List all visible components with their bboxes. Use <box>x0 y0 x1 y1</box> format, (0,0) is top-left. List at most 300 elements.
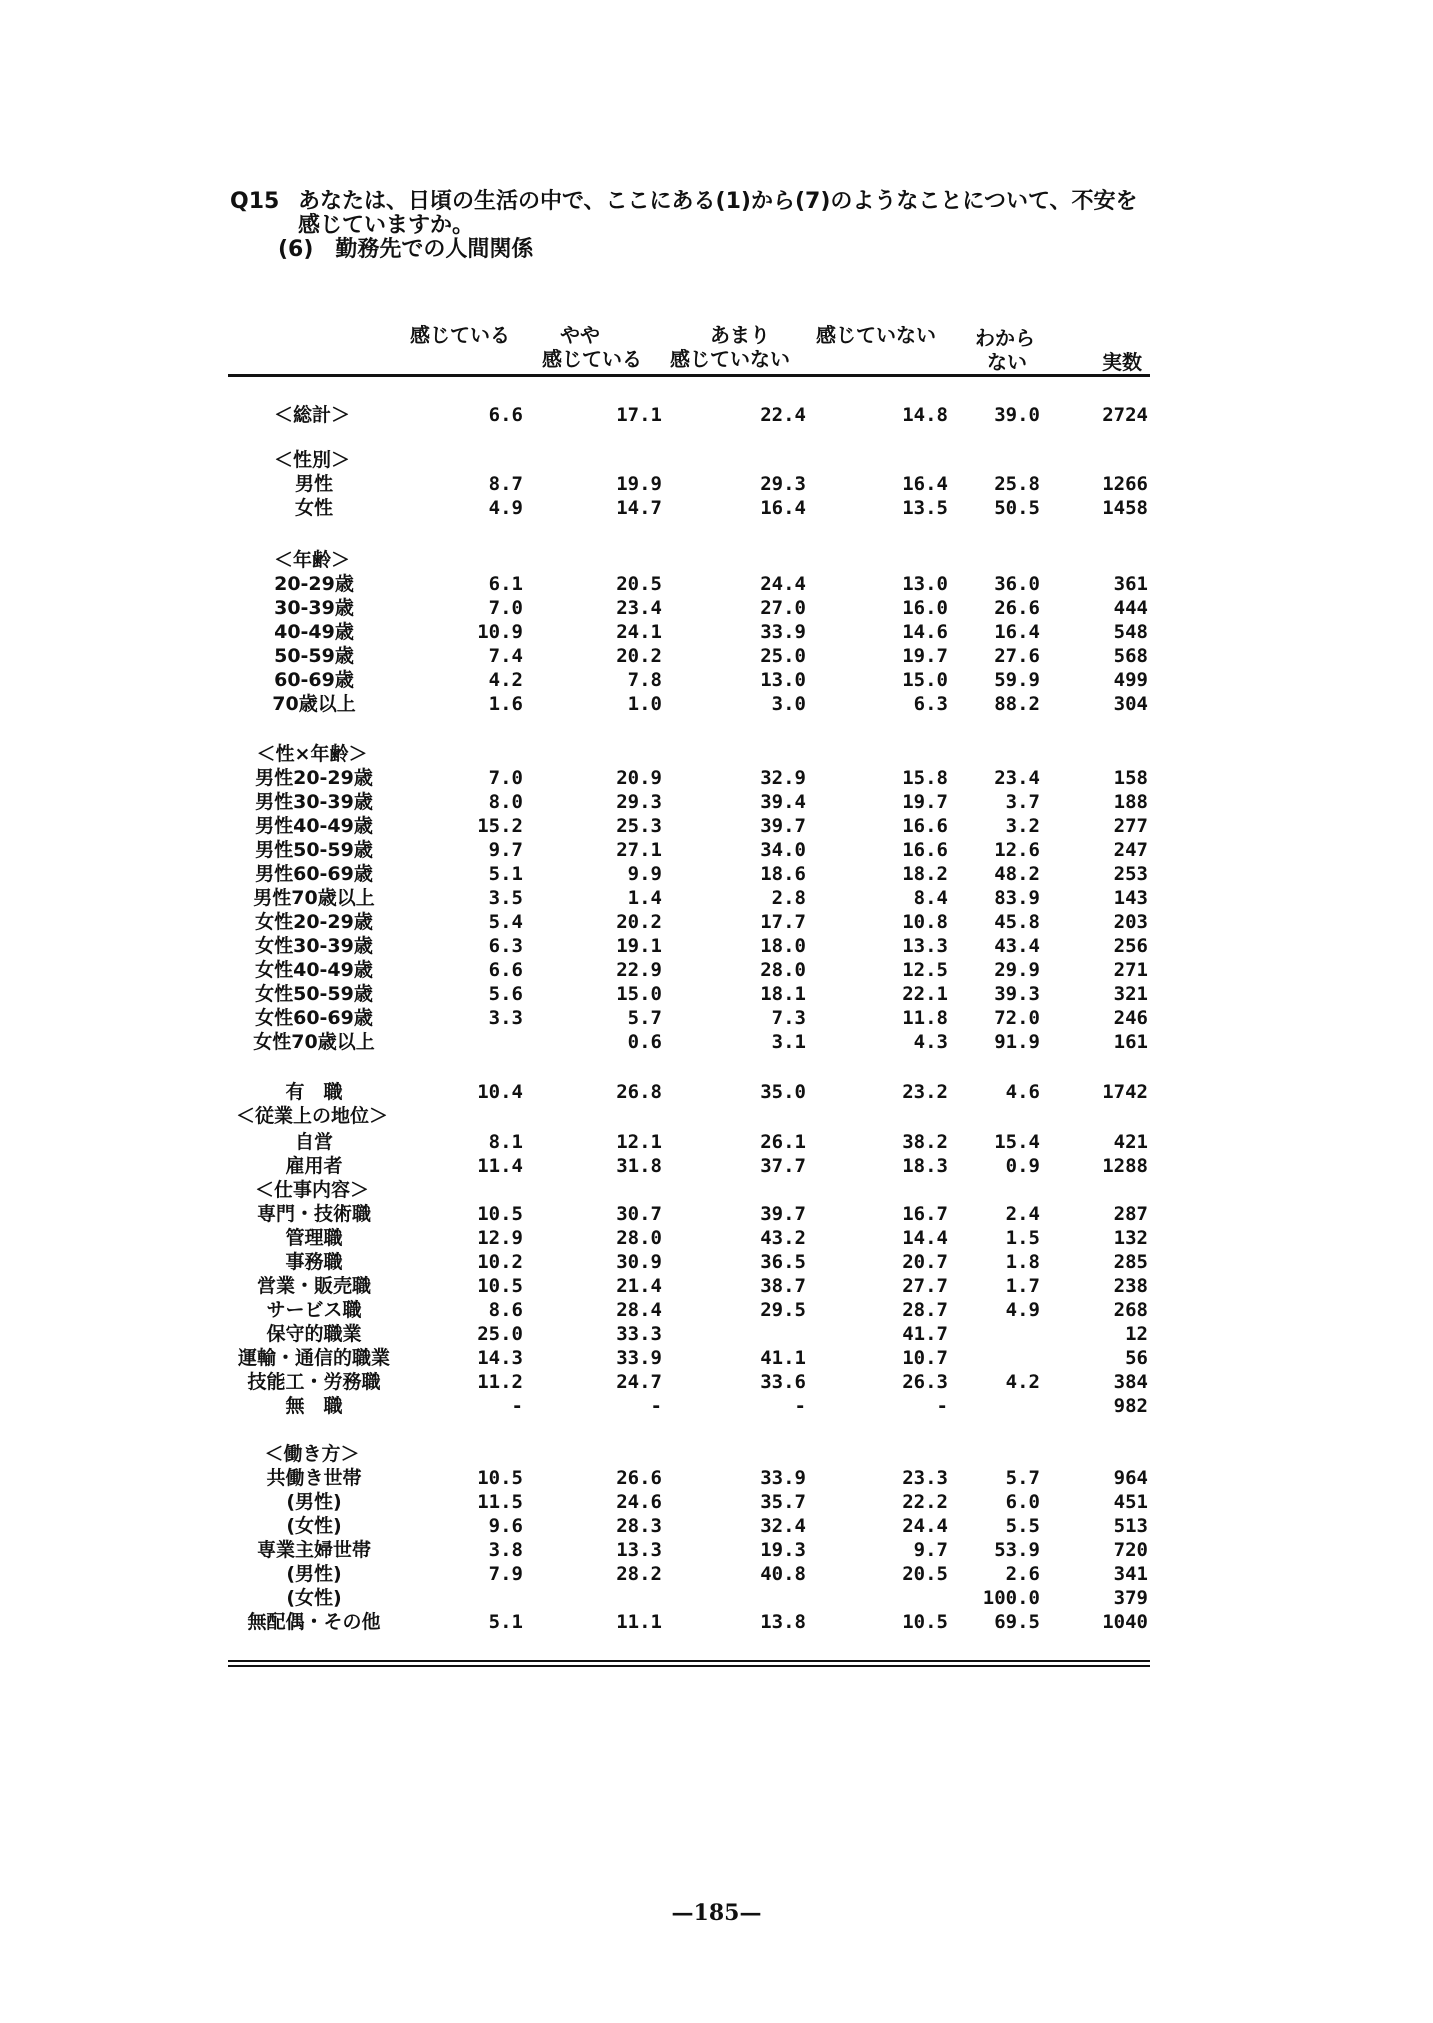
row-label: ＜性×年齢＞ <box>256 743 368 765</box>
row-value-col1: - <box>511 1395 523 1417</box>
row-value-col2: 9.9 <box>627 863 662 885</box>
row-value-col1: 25.0 <box>477 1323 523 1345</box>
row-value-col2: 0.6 <box>627 1031 662 1053</box>
row-value-col4: 18.2 <box>902 863 948 885</box>
row-value-col4: 27.7 <box>902 1275 948 1297</box>
row-label: 技能工・労務職 <box>247 1371 381 1393</box>
row-value-col1: 9.7 <box>488 839 523 861</box>
row-value-col4: 16.0 <box>902 597 948 619</box>
row-value-col4: 26.3 <box>902 1371 948 1393</box>
table-row <box>0 496 1433 520</box>
row-value-col3: 35.0 <box>760 1081 806 1103</box>
table-row <box>0 472 1433 496</box>
row-value-col4: 16.7 <box>902 1203 948 1225</box>
row-label: 共働き世帯 <box>266 1467 362 1489</box>
table-row <box>0 620 1433 644</box>
row-value-col5: 1.5 <box>1005 1227 1040 1249</box>
row-label: 運輸・通信的職業 <box>237 1347 391 1369</box>
row-label: 事務職 <box>285 1251 343 1273</box>
row-value-col1: 8.6 <box>488 1299 523 1321</box>
row-value-col2: 1.0 <box>627 693 662 715</box>
row-value-col3: 35.7 <box>760 1491 806 1513</box>
row-value-col6: 161 <box>1113 1031 1148 1053</box>
table-row <box>0 1538 1433 1562</box>
row-label: 女性60-69歳 <box>255 1007 373 1029</box>
row-value-col3: 39.7 <box>760 1203 806 1225</box>
row-value-col2: 1.4 <box>627 887 662 909</box>
row-value-col3: 29.3 <box>760 473 806 495</box>
table-row <box>0 1562 1433 1586</box>
row-value-col6: 451 <box>1113 1491 1148 1513</box>
table-row <box>0 1466 1433 1490</box>
row-value-col6: 964 <box>1113 1467 1148 1489</box>
table-row <box>0 1322 1433 1346</box>
row-value-col2: 12.1 <box>616 1131 662 1153</box>
row-value-col4: 15.0 <box>902 669 948 691</box>
row-value-col6: 256 <box>1113 935 1148 957</box>
row-value-col6: 285 <box>1113 1251 1148 1273</box>
row-value-col6: 268 <box>1113 1299 1148 1321</box>
row-value-col3: 32.9 <box>760 767 806 789</box>
row-value-col2: 24.7 <box>616 1371 662 1393</box>
question-text-line1: あなたは、日頃の生活の中で、ここにある(1)から(7)のようなことについて、不安を <box>298 189 1138 214</box>
row-value-col2: 11.1 <box>616 1611 662 1633</box>
row-value-col3: 24.4 <box>760 573 806 595</box>
row-value-col3: 28.0 <box>760 959 806 981</box>
row-value-col6: 1288 <box>1102 1155 1148 1177</box>
table-row <box>0 548 1433 572</box>
row-value-col6: 247 <box>1113 839 1148 861</box>
row-value-col2: 22.9 <box>616 959 662 981</box>
table-row <box>0 1154 1433 1178</box>
row-value-col4: 14.6 <box>902 621 948 643</box>
table-row <box>0 1006 1433 1030</box>
row-value-col3: 43.2 <box>760 1227 806 1249</box>
table-row <box>0 1394 1433 1418</box>
row-value-col6: 304 <box>1113 693 1148 715</box>
row-value-col2: 14.7 <box>616 497 662 519</box>
row-value-col2: 20.9 <box>616 767 662 789</box>
row-value-col5: 4.2 <box>1005 1371 1040 1393</box>
table-row <box>0 1370 1433 1394</box>
row-value-col1: 7.9 <box>488 1563 523 1585</box>
row-value-col5: 2.6 <box>1005 1563 1040 1585</box>
row-label: 自営 <box>294 1131 334 1153</box>
row-label: 男性70歳以上 <box>253 887 375 909</box>
row-value-col1: 3.8 <box>488 1539 523 1561</box>
row-value-col4: 28.7 <box>902 1299 948 1321</box>
row-value-col6: 720 <box>1113 1539 1148 1561</box>
table-row <box>0 790 1433 814</box>
row-value-col3: 22.4 <box>760 404 806 426</box>
row-label: 60-69歳 <box>274 669 354 691</box>
row-value-col4: - <box>936 1395 948 1417</box>
table-row <box>0 838 1433 862</box>
row-value-col5: 4.6 <box>1005 1081 1040 1103</box>
row-value-col3: 2.8 <box>771 887 806 909</box>
row-value-col4: 13.0 <box>902 573 948 595</box>
row-value-col6: 238 <box>1113 1275 1148 1297</box>
table-row <box>0 572 1433 596</box>
row-value-col2: 17.1 <box>616 404 662 426</box>
row-value-col1: 10.4 <box>477 1081 523 1103</box>
row-value-col5: 15.4 <box>994 1131 1040 1153</box>
row-value-col5: 59.9 <box>994 669 1040 691</box>
row-value-col6: 158 <box>1113 767 1148 789</box>
row-value-col5: 1.7 <box>1005 1275 1040 1297</box>
row-value-col2: 23.4 <box>616 597 662 619</box>
row-value-col2: 7.8 <box>627 669 662 691</box>
row-value-col5: 0.9 <box>1005 1155 1040 1177</box>
row-label: 男性60-69歳 <box>255 863 373 885</box>
row-value-col5: 43.4 <box>994 935 1040 957</box>
question-number: Q15 <box>230 189 280 214</box>
table-row <box>0 1514 1433 1538</box>
row-value-col4: 20.5 <box>902 1563 948 1585</box>
row-value-col5: 5.5 <box>1005 1515 1040 1537</box>
row-value-col4: 8.4 <box>913 887 948 909</box>
row-label: 70歳以上 <box>272 693 356 715</box>
row-value-col6: 341 <box>1113 1563 1148 1585</box>
header-col2-bottom: 感じている <box>542 347 642 371</box>
row-value-col1: 12.9 <box>477 1227 523 1249</box>
row-value-col3: 13.8 <box>760 1611 806 1633</box>
row-value-col1: 6.6 <box>488 404 523 426</box>
row-value-col6: 982 <box>1113 1395 1148 1417</box>
row-label: ＜従業上の地位＞ <box>235 1105 389 1127</box>
row-value-col4: 10.7 <box>902 1347 948 1369</box>
row-value-col1: 10.9 <box>477 621 523 643</box>
row-value-col1: 4.9 <box>488 497 523 519</box>
row-value-col4: 38.2 <box>902 1131 948 1153</box>
row-value-col6: 361 <box>1113 573 1148 595</box>
row-value-col5: 27.6 <box>994 645 1040 667</box>
row-value-col4: 23.3 <box>902 1467 948 1489</box>
row-label: ＜年齢＞ <box>273 549 351 571</box>
row-value-col2: 29.3 <box>616 791 662 813</box>
row-value-col4: 19.7 <box>902 791 948 813</box>
row-value-col6: 12 <box>1125 1323 1148 1345</box>
row-value-col1: 8.1 <box>488 1131 523 1153</box>
table-row <box>0 766 1433 790</box>
row-value-col6: 379 <box>1113 1587 1148 1609</box>
row-value-col3: 40.8 <box>760 1563 806 1585</box>
row-value-col6: 1266 <box>1102 473 1148 495</box>
row-value-col6: 321 <box>1113 983 1148 1005</box>
row-value-col5: 12.6 <box>994 839 1040 861</box>
row-value-col4: 18.3 <box>902 1155 948 1177</box>
row-value-col5: 23.4 <box>994 767 1040 789</box>
row-value-col4: 41.7 <box>902 1323 948 1345</box>
row-value-col6: 444 <box>1113 597 1148 619</box>
row-value-col6: 287 <box>1113 1203 1148 1225</box>
row-value-col6: 271 <box>1113 959 1148 981</box>
row-value-col6: 1040 <box>1102 1611 1148 1633</box>
row-label: 40-49歳 <box>274 621 354 643</box>
row-value-col2: 24.1 <box>616 621 662 643</box>
row-label: ＜働き方＞ <box>264 1443 360 1465</box>
row-value-col5: 2.4 <box>1005 1203 1040 1225</box>
header-col5-bottom: ない <box>987 350 1027 374</box>
row-value-col6: 499 <box>1113 669 1148 691</box>
row-label: 保守的職業 <box>266 1323 362 1345</box>
row-label: サービス職 <box>266 1299 362 1321</box>
table-row <box>0 934 1433 958</box>
row-value-col4: 22.2 <box>902 1491 948 1513</box>
row-value-col6: 568 <box>1113 645 1148 667</box>
row-value-col1: 3.5 <box>488 887 523 909</box>
row-value-col6: 1458 <box>1102 497 1148 519</box>
row-label: 男性30-39歳 <box>255 791 373 813</box>
row-value-col5: 69.5 <box>994 1611 1040 1633</box>
table-row <box>0 1178 1433 1202</box>
row-value-col4: 11.8 <box>902 1007 948 1029</box>
table-row <box>0 644 1433 668</box>
row-value-col5: 6.0 <box>1005 1491 1040 1513</box>
row-value-col1: 10.2 <box>477 1251 523 1273</box>
table-row <box>0 692 1433 716</box>
row-label: 専門・技術職 <box>256 1203 372 1225</box>
row-value-col1: 15.2 <box>477 815 523 837</box>
row-value-col1: 11.2 <box>477 1371 523 1393</box>
row-label: 管理職 <box>285 1227 343 1249</box>
table-row <box>0 1130 1433 1154</box>
row-value-col4: 16.6 <box>902 815 948 837</box>
row-value-col6: 548 <box>1113 621 1148 643</box>
table-row <box>0 1442 1433 1466</box>
row-value-col1: 5.1 <box>488 863 523 885</box>
row-value-col3: 39.4 <box>760 791 806 813</box>
row-value-col3: 34.0 <box>760 839 806 861</box>
row-value-col3: 26.1 <box>760 1131 806 1153</box>
page-number: —185— <box>671 1900 762 1926</box>
row-value-col2: 28.2 <box>616 1563 662 1585</box>
row-value-col5: 88.2 <box>994 693 1040 715</box>
table-row <box>0 1586 1433 1610</box>
row-value-col1: 1.6 <box>488 693 523 715</box>
row-value-col2: 30.9 <box>616 1251 662 1273</box>
row-label: ＜性別＞ <box>273 449 351 471</box>
header-col6: 実数 <box>1102 350 1142 374</box>
header-col4: 感じていない <box>816 323 936 347</box>
row-label: 30-39歳 <box>274 597 354 619</box>
table-row <box>0 1250 1433 1274</box>
row-value-col5: 50.5 <box>994 497 1040 519</box>
row-value-col4: 16.6 <box>902 839 948 861</box>
table-row <box>0 958 1433 982</box>
row-value-col4: 14.8 <box>902 404 948 426</box>
row-value-col1: 6.3 <box>488 935 523 957</box>
row-value-col3: 29.5 <box>760 1299 806 1321</box>
row-value-col2: 19.1 <box>616 935 662 957</box>
header-col5-top: わから <box>975 326 1035 350</box>
row-value-col5: 29.9 <box>994 959 1040 981</box>
row-label: (男性) <box>286 1563 342 1585</box>
row-value-col1: 5.4 <box>488 911 523 933</box>
row-label: 雇用者 <box>285 1155 343 1177</box>
row-value-col5: 91.9 <box>994 1031 1040 1053</box>
row-value-col2: 25.3 <box>616 815 662 837</box>
row-value-col5: 100.0 <box>982 1587 1040 1609</box>
row-value-col4: 14.4 <box>902 1227 948 1249</box>
row-value-col5: 4.9 <box>1005 1299 1040 1321</box>
row-value-col6: 246 <box>1113 1007 1148 1029</box>
row-value-col2: 13.3 <box>616 1539 662 1561</box>
row-value-col6: 253 <box>1113 863 1148 885</box>
row-value-col1: 4.2 <box>488 669 523 691</box>
row-value-col4: 16.4 <box>902 473 948 495</box>
row-value-col5: 72.0 <box>994 1007 1040 1029</box>
row-value-col1: 7.0 <box>488 767 523 789</box>
row-value-col2: 28.0 <box>616 1227 662 1249</box>
row-value-col3: 33.6 <box>760 1371 806 1393</box>
row-label: 男性40-49歳 <box>255 815 373 837</box>
table-row <box>0 596 1433 620</box>
row-value-col2: 20.2 <box>616 645 662 667</box>
row-value-col3: 33.9 <box>760 621 806 643</box>
row-label: 専業主婦世帯 <box>256 1539 372 1561</box>
row-label: (女性) <box>286 1515 342 1537</box>
table-row <box>0 1030 1433 1054</box>
row-value-col4: 10.5 <box>902 1611 948 1633</box>
row-value-col2: 27.1 <box>616 839 662 861</box>
row-value-col2: 33.3 <box>616 1323 662 1345</box>
row-value-col1: 10.5 <box>477 1275 523 1297</box>
row-value-col2: 15.0 <box>616 983 662 1005</box>
row-value-col4: 13.5 <box>902 497 948 519</box>
table-row <box>0 1274 1433 1298</box>
row-value-col3: 3.0 <box>771 693 806 715</box>
row-value-col5: 48.2 <box>994 863 1040 885</box>
row-value-col1: 10.5 <box>477 1467 523 1489</box>
row-value-col1: 8.0 <box>488 791 523 813</box>
row-value-col4: 9.7 <box>913 1539 948 1561</box>
row-value-col6: 203 <box>1113 911 1148 933</box>
row-value-col2: 20.5 <box>616 573 662 595</box>
row-value-col6: 2724 <box>1102 404 1148 426</box>
row-label: 無 職 <box>285 1395 343 1417</box>
row-value-col1: 7.0 <box>488 597 523 619</box>
row-value-col3: 18.6 <box>760 863 806 885</box>
row-label: 女性40-49歳 <box>255 959 373 981</box>
row-value-col1: 3.3 <box>488 1007 523 1029</box>
table-row <box>0 910 1433 934</box>
row-value-col1: 14.3 <box>477 1347 523 1369</box>
table-row <box>0 1346 1433 1370</box>
row-value-col1: 5.6 <box>488 983 523 1005</box>
row-value-col5: 26.6 <box>994 597 1040 619</box>
table-row <box>0 403 1433 427</box>
row-value-col2: 28.3 <box>616 1515 662 1537</box>
row-label: 有 職 <box>285 1081 343 1103</box>
row-value-col5: 39.0 <box>994 404 1040 426</box>
row-value-col4: 12.5 <box>902 959 948 981</box>
table-row <box>0 1610 1433 1634</box>
row-value-col4: 20.7 <box>902 1251 948 1273</box>
table-row <box>0 1490 1433 1514</box>
table-row <box>0 668 1433 692</box>
row-value-col3: 19.3 <box>760 1539 806 1561</box>
row-value-col3: 18.1 <box>760 983 806 1005</box>
row-value-col1: 6.1 <box>488 573 523 595</box>
row-label: 無配偶・その他 <box>247 1611 381 1633</box>
row-label: (女性) <box>286 1587 342 1609</box>
header-col3-bottom: 感じていない <box>670 347 790 371</box>
row-label: 女性 <box>294 497 334 519</box>
row-value-col3: 38.7 <box>760 1275 806 1297</box>
row-value-col3: 33.9 <box>760 1467 806 1489</box>
row-value-col1: 6.6 <box>488 959 523 981</box>
row-value-col1: 8.7 <box>488 473 523 495</box>
row-value-col1: 7.4 <box>488 645 523 667</box>
row-value-col3: 37.7 <box>760 1155 806 1177</box>
row-value-col2: 24.6 <box>616 1491 662 1513</box>
row-value-col1: 10.5 <box>477 1203 523 1225</box>
table-row <box>0 742 1433 766</box>
table-row <box>0 1226 1433 1250</box>
row-value-col2: 31.8 <box>616 1155 662 1177</box>
row-value-col4: 23.2 <box>902 1081 948 1103</box>
row-value-col6: 421 <box>1113 1131 1148 1153</box>
header-col2-top: やや <box>560 323 600 347</box>
row-value-col5: 3.7 <box>1005 791 1040 813</box>
row-value-col6: 384 <box>1113 1371 1148 1393</box>
row-value-col4: 19.7 <box>902 645 948 667</box>
row-value-col3: 7.3 <box>771 1007 806 1029</box>
row-value-col3: 32.4 <box>760 1515 806 1537</box>
row-value-col6: 277 <box>1113 815 1148 837</box>
table-row <box>0 448 1433 472</box>
row-value-col5: 3.2 <box>1005 815 1040 837</box>
row-value-col6: 188 <box>1113 791 1148 813</box>
question-text-line2: 感じていますか。 <box>298 213 475 238</box>
row-value-col5: 36.0 <box>994 573 1040 595</box>
row-value-col4: 22.1 <box>902 983 948 1005</box>
row-label: 男性20-29歳 <box>255 767 373 789</box>
row-label: 20-29歳 <box>274 573 354 595</box>
bottom-rule-1 <box>228 1660 1150 1662</box>
row-value-col6: 132 <box>1113 1227 1148 1249</box>
row-value-col3: 3.1 <box>771 1031 806 1053</box>
row-label: 男性50-59歳 <box>255 839 373 861</box>
row-value-col6: 513 <box>1113 1515 1148 1537</box>
row-value-col5: 53.9 <box>994 1539 1040 1561</box>
row-value-col2: - <box>650 1395 662 1417</box>
row-value-col5: 45.8 <box>994 911 1040 933</box>
row-label: ＜総計＞ <box>273 404 351 426</box>
row-value-col3: 39.7 <box>760 815 806 837</box>
header-col1: 感じている <box>410 323 510 347</box>
row-value-col6: 56 <box>1125 1347 1148 1369</box>
row-label: 営業・販売職 <box>256 1275 372 1297</box>
header-rule <box>228 374 1150 377</box>
row-label: (男性) <box>286 1491 342 1513</box>
row-value-col2: 5.7 <box>627 1007 662 1029</box>
table-row <box>0 1104 1433 1128</box>
row-value-col5: 1.8 <box>1005 1251 1040 1273</box>
row-label: 女性50-59歳 <box>255 983 373 1005</box>
row-value-col4: 6.3 <box>913 693 948 715</box>
row-value-col1: 9.6 <box>488 1515 523 1537</box>
row-value-col1: 11.4 <box>477 1155 523 1177</box>
row-value-col6: 143 <box>1113 887 1148 909</box>
row-label: 女性70歳以上 <box>253 1031 375 1053</box>
table-row <box>0 982 1433 1006</box>
row-value-col5: 83.9 <box>994 887 1040 909</box>
row-value-col1: 11.5 <box>477 1491 523 1513</box>
row-value-col4: 10.8 <box>902 911 948 933</box>
row-value-col1: 5.1 <box>488 1611 523 1633</box>
